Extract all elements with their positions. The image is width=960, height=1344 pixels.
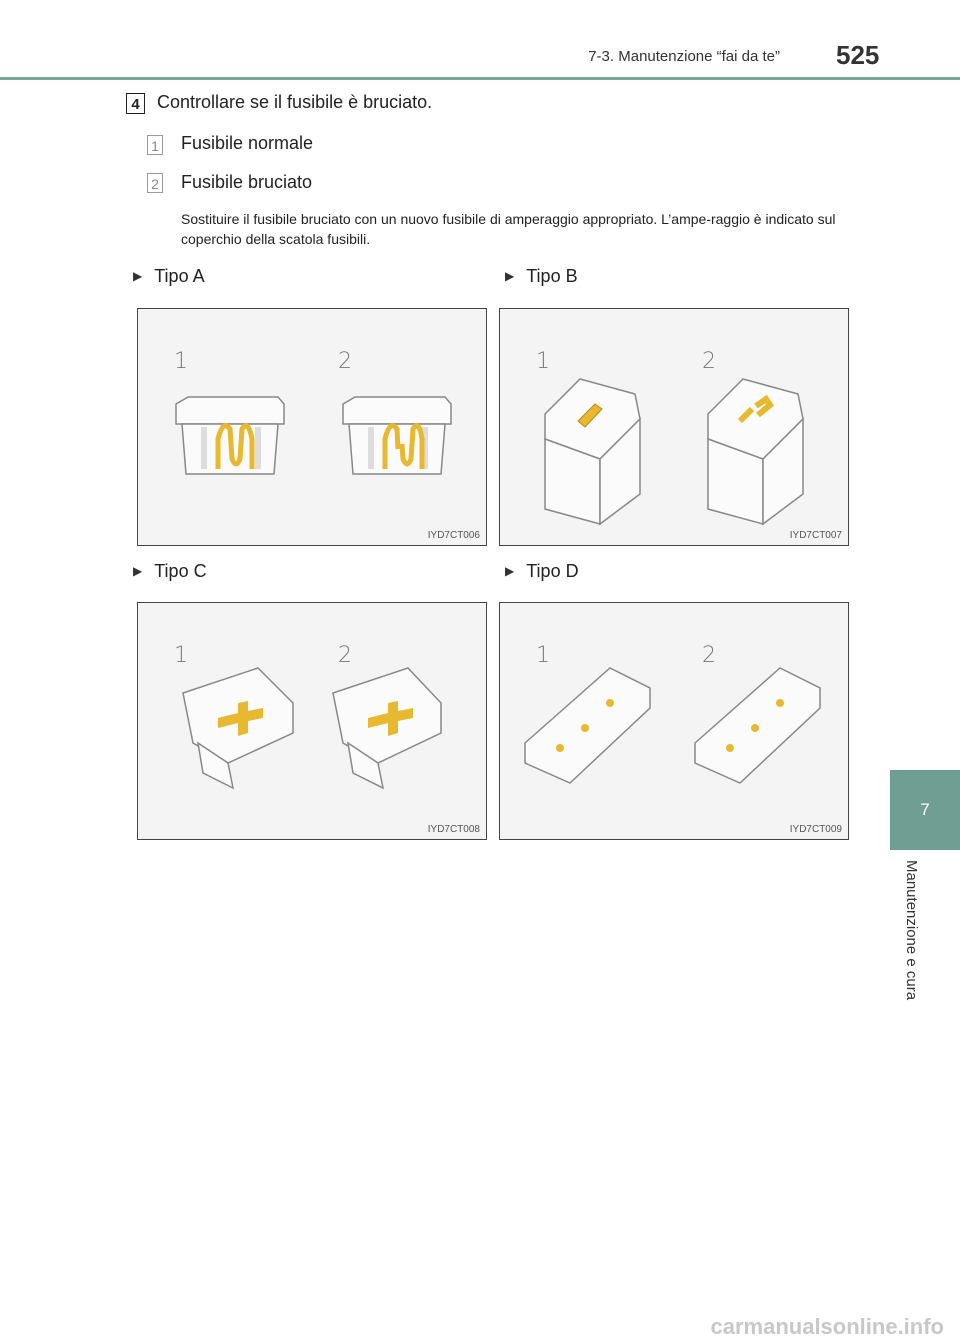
callout-2: 2: [702, 643, 716, 668]
section-title: 7-3. Manutenzione “fai da te”: [588, 48, 780, 65]
item-number-icon: 1: [147, 135, 163, 155]
fuse-type-d-illustration: [500, 603, 850, 841]
figure-panel-b: [499, 308, 849, 546]
chapter-label: Manutenzione e cura: [903, 860, 920, 1001]
item-number-icon: 2: [147, 173, 163, 193]
footer-watermark: carmanualsonline.info: [710, 1314, 944, 1339]
chapter-label-container: [900, 860, 920, 1030]
figure-code: IYD7CT009: [789, 824, 842, 835]
arrow-icon: ▶: [505, 564, 515, 578]
fuse-type-c-illustration: [138, 603, 488, 841]
callout-1: 1: [174, 349, 188, 374]
fuse-type-a-illustration: [138, 309, 488, 547]
figure-label-d: ▶ Tipo D: [505, 561, 579, 581]
figure-label-a: ▶ Tipo A: [133, 266, 205, 286]
note-text: Sostituire il fusibile bruciato con un nuovo fusibile di amperaggio appropriato. L’ampe-raggio è indicato sul coperchio della scatola fusibili.: [181, 211, 836, 247]
step-number: 4: [126, 93, 145, 114]
callout-1: 1: [536, 643, 550, 668]
figure-code: IYD7CT007: [789, 530, 842, 541]
figure-label-c: ▶ Tipo C: [133, 561, 207, 581]
callout-1: 1: [174, 643, 188, 668]
chapter-tab: 7: [890, 770, 960, 850]
callout-1: 1: [536, 349, 550, 374]
callout-2: 2: [338, 349, 352, 374]
figure-code: IYD7CT006: [427, 530, 480, 541]
figure-code: IYD7CT008: [427, 824, 480, 835]
arrow-icon: ▶: [133, 564, 143, 578]
step-text: Controllare se il fusibile è bruciato.: [157, 92, 433, 112]
figure-label-b: ▶ Tipo B: [505, 266, 578, 286]
fuse-type-b-illustration: [500, 309, 850, 547]
item-text-normal: Fusibile normale: [181, 133, 314, 153]
figure-panel-a: [137, 308, 487, 546]
figure-panel-d: [499, 602, 849, 840]
header-rule: [0, 77, 960, 80]
item-text-blown: Fusibile bruciato: [181, 172, 313, 192]
figure-panel-c: [137, 602, 487, 840]
callout-2: 2: [338, 643, 352, 668]
callout-2: 2: [702, 349, 716, 374]
page-number: 525: [836, 40, 880, 70]
arrow-icon: ▶: [133, 269, 143, 283]
arrow-icon: ▶: [505, 269, 515, 283]
